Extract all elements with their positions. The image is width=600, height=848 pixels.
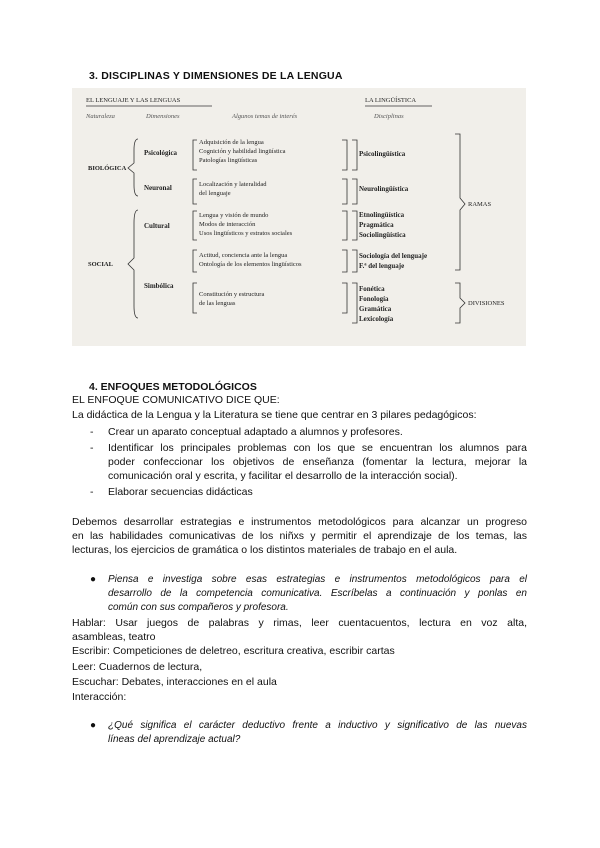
topic: Ontología de los elementos lingüísticos bbox=[199, 261, 302, 268]
answer-hablar: Hablar: Usar juegos de palabras y rimas, leer cuentacuentos, lectura en voz alta, bbox=[72, 617, 527, 629]
brace-psico-r bbox=[342, 140, 347, 170]
brace-cultural-r bbox=[342, 211, 347, 240]
brace-d5 bbox=[352, 283, 357, 323]
answer-escuchar: Escuchar: Debates, interacciones en el aula bbox=[72, 676, 277, 688]
col-dimensiones: Dimensiones bbox=[146, 113, 180, 120]
label-ramas: RAMAS bbox=[468, 201, 492, 208]
bullet-icon: ● bbox=[90, 720, 97, 731]
disc: F.ª del lenguaje bbox=[359, 262, 405, 270]
brace-divisiones bbox=[455, 283, 465, 323]
brace-d3 bbox=[352, 211, 357, 240]
answer-escribir: Escribir: Competiciones de deletreo, escritura creativa, escribir cartas bbox=[72, 645, 395, 657]
col-naturaleza: Naturaleza bbox=[86, 113, 115, 120]
disc: Sociología del lenguaje bbox=[359, 252, 428, 260]
disc: Etnolingüística bbox=[359, 211, 405, 219]
disc: Pragmática bbox=[359, 221, 394, 229]
brace-d1 bbox=[352, 140, 357, 170]
list-item: Elaborar secuencias didácticas bbox=[108, 486, 253, 498]
diagram-top-left: EL LENGUAJE Y LAS LENGUAS bbox=[86, 97, 181, 104]
topic: Actitud, conciencia ante la lengua bbox=[199, 252, 288, 259]
label-divisiones: DIVISIONES bbox=[468, 300, 505, 307]
topic: Patologías lingüísticas bbox=[199, 157, 258, 164]
brace-neuro-r bbox=[342, 179, 347, 204]
label-social: SOCIAL bbox=[88, 261, 113, 268]
enfoque-subtitle: EL ENFOQUE COMUNICATIVO DICE QUE: bbox=[72, 394, 280, 406]
brace-simb1-r bbox=[342, 250, 347, 272]
task-1-line: Piensa e investiga sobre esas estrategias e instrumentos metodológicos para el bbox=[108, 574, 527, 585]
disc: Gramática bbox=[359, 305, 392, 313]
list-item: Identificar los principales problemas con los que se encuentran los alumnos para bbox=[108, 442, 527, 454]
paragraph-line: en las habilidades comunicativas de los niñxs y permitir el aprendizaje de los temas, las bbox=[72, 530, 527, 542]
answer-hablar-cont: asambleas, teatro bbox=[72, 631, 156, 643]
answer-interaccion: Interacción: bbox=[72, 691, 127, 703]
paragraph-line: Debemos desarrollar estrategias e instrumentos metodológicos para alcanzar un progreso bbox=[72, 516, 527, 528]
disc-psicolinguistica: Psicolingüística bbox=[359, 150, 406, 158]
topic: Lengua y visión de mundo bbox=[199, 212, 269, 219]
dash-3: - bbox=[90, 486, 94, 498]
brace-simb2-r bbox=[342, 283, 347, 313]
brace-d4 bbox=[352, 250, 357, 272]
answer-leer: Leer: Cuadernos de lectura, bbox=[72, 661, 203, 673]
brace-simb2 bbox=[193, 283, 197, 313]
paragraph-line: lecturas, los ejercicios de gramática o los distintos materiales de trabajo en el aula. bbox=[72, 544, 458, 556]
disc: Lexicología bbox=[359, 315, 394, 323]
disc: Fonología bbox=[359, 295, 389, 303]
topic: Modos de interacción bbox=[199, 221, 256, 228]
dim-cultural: Cultural bbox=[144, 222, 170, 230]
col-algunos-temas: Algunos temas de interés bbox=[232, 113, 298, 120]
list-item: poder confeccionar los objetivos de enseñanza (fomentar la lectura, mejorar la bbox=[108, 456, 527, 468]
brace-simb1 bbox=[193, 250, 197, 272]
bullet-icon: ● bbox=[90, 574, 97, 585]
brace-biologica bbox=[128, 139, 138, 196]
list-item: comunicación oral y escrita, y facilitar el desarrollo de la interacción social). bbox=[108, 470, 458, 482]
intro-text: La didáctica de la Lengua y la Literatura se tiene que centrar en 3 pilares pedagógicos: bbox=[72, 409, 477, 421]
task-2-line: líneas del aprendizaje actual? bbox=[108, 734, 241, 745]
dash-2: - bbox=[90, 442, 94, 454]
brace-social bbox=[128, 210, 138, 318]
language-dimensions-diagram bbox=[72, 88, 526, 346]
section-4-heading: 4. ENFOQUES METODOLÓGICOS bbox=[89, 381, 257, 393]
topic: Adquisición de la lengua bbox=[199, 139, 264, 146]
col-disciplinas: Disciplinas bbox=[374, 113, 404, 120]
dim-simbolica: Simbólica bbox=[144, 282, 174, 290]
dim-psicologica: Psicológica bbox=[144, 149, 178, 157]
topic: de las lenguas bbox=[199, 300, 236, 307]
topic: Cognición y habilidad lingüística bbox=[199, 148, 286, 155]
topic: del lenguaje bbox=[199, 190, 231, 197]
brace-d2 bbox=[352, 179, 357, 204]
disc: Sociolingüística bbox=[359, 231, 406, 239]
brace-cultural bbox=[193, 211, 197, 240]
task-1-line: desarrollo de la competencia comunicativa. Escríbelas a continuación y ponlas en bbox=[108, 588, 527, 599]
section-3-heading: 3. DISCIPLINAS Y DIMENSIONES DE LA LENGUA bbox=[89, 70, 343, 82]
list-item: Crear un aparato conceptual adaptado a alumnos y profesores. bbox=[108, 426, 403, 438]
topic: Usos lingüísticos y estratos sociales bbox=[199, 230, 293, 237]
brace-psico bbox=[193, 140, 197, 170]
label-biologica: BIOLÓGICA bbox=[88, 165, 127, 172]
diagram-brackets bbox=[72, 88, 526, 346]
disc-neurolinguistica: Neurolingüística bbox=[359, 185, 409, 193]
task-1-line: común con sus compañeros y profesora. bbox=[108, 602, 289, 613]
brace-neuro bbox=[193, 179, 197, 204]
brace-ramas bbox=[455, 134, 465, 270]
topic: Constitución y estructura bbox=[199, 291, 265, 298]
task-2-line: ¿Qué significa el carácter deductivo frente a inductivo y significativo de las nuevas bbox=[108, 720, 527, 731]
topic: Localización y lateralidad bbox=[199, 181, 267, 188]
dim-neuronal: Neuronal bbox=[144, 184, 172, 192]
disc: Fonética bbox=[359, 285, 385, 293]
diagram-top-right: LA LINGÜÍSTICA bbox=[365, 97, 417, 104]
dash-1: - bbox=[90, 426, 94, 438]
